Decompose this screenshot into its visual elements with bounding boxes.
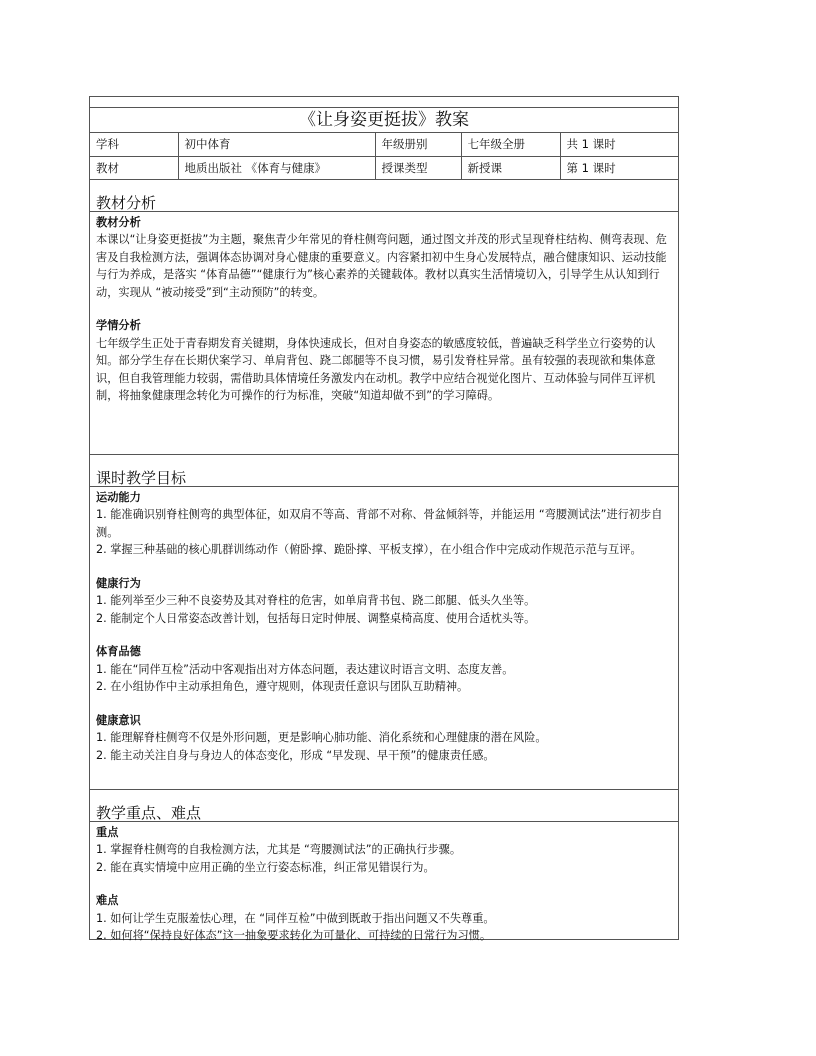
textbook-analysis-text: 本课以“让身姿更挺拔”为主题，聚焦青少年常见的脊柱侧弯问题，通过图文并茂的形式呈现脊柱结构、侧弯表现、危害及自我检测方法，强调体态协调对身心健康的重要意义。内容紧扣初中生身心发展特点，融合健康知识、运动技能与行为养成，是落实 “体育品德”“健康行为”核心素养的关键载体。教材以真实生活情境切入，引导学生从认知到行动，实现从 “被动接受”到“主动预防”的转变。: [96, 233, 667, 299]
section-body-analysis: [90, 212, 678, 454]
lesson-plan-page: [89, 96, 679, 940]
section-heading-analysis: 教材分析: [90, 188, 678, 212]
list-item: 2. 能制定个人日常姿态改善计划，包括每日定时伸展、调整桌椅高度、使用合适枕头等。: [96, 611, 536, 625]
subject-value: 初中体育: [178, 133, 375, 156]
total-periods: 共 1 课时: [560, 133, 678, 156]
section-heading-goals: 课时教学目标: [90, 463, 678, 487]
list-item: 2. 掌握三种基础的核心肌群训练动作（俯卧撑、跪卧撑、平板支撑），在小组合作中完成动作规范示范与互评。: [96, 543, 642, 556]
lesson-type-value: 新授课: [461, 156, 560, 179]
table-row: [90, 133, 678, 156]
learner-analysis-label: 学情分析: [96, 319, 141, 332]
list-item: 1. 如何让学生克服羞怯心理，在 “同伴互检”中做到既敢于指出问题又不失尊重。: [96, 911, 495, 925]
subject-label: 学科: [90, 133, 178, 156]
learner-analysis-text: 七年级学生正处于青春期发育关键期，身体快速成长，但对自身姿态的敏感度较低，普遍缺乏科学坐立行姿势的认知。部分学生存在长期伏案学习、单肩背包、跷二郎腿等不良习惯，易引发脊柱异常。虽有较强的表现欲和集体意识，但自我管理能力较弱，需借助具体情境任务激发内在动机。教学中应结合视觉化图片、互动体验与同伴互评机制，将抽象健康理念转化为可操作的行为标准，突破“知道却做不到”的学习障碍。: [96, 336, 656, 402]
goal-group-label: 健康行为: [96, 576, 141, 590]
section-heading-keypoints: 教学重点、难点: [90, 798, 678, 822]
list-item: 2. 能在真实情境中应用正确的坐立行姿态标准，纠正常见错误行为。: [96, 860, 435, 874]
list-item: 1. 能准确识别脊柱侧弯的典型体征，如双肩不等高、背部不对称、骨盆倾斜等，并能运用 “弯腰测试法”进行初步自测。: [96, 508, 663, 539]
current-period: 第 1 课时: [560, 156, 678, 179]
keypoint-label: 重点: [96, 825, 119, 839]
grade-value: 七年级全册: [461, 133, 560, 156]
lesson-type-label: 授课类型: [375, 156, 461, 179]
list-item: 2. 能主动关注自身与身边人的体态变化，形成 “早发现、早干预”的健康责任感。: [96, 748, 495, 762]
list-item: 1. 能列举至少三种不良姿势及其对脊柱的危害，如单肩背书包、跷二郎腿、低头久坐等。: [96, 594, 536, 607]
list-item: 1. 掌握脊柱侧弯的自我检测方法，尤其是 “弯腰测试法”的正确执行步骤。: [96, 843, 462, 856]
list-item: 1. 能理解脊柱侧弯不仅是外形问题，更是影响心肺功能、消化系统和心理健康的潜在风险。: [96, 731, 547, 744]
goal-group-label: 体育品德: [96, 645, 141, 658]
grade-label: 年级册别: [375, 133, 461, 156]
table-row: [90, 156, 678, 179]
list-item: 2. 在小组协作中主动承担角色，遵守规则，体现责任意识与团队互助精神。: [96, 680, 469, 693]
textbook-label: 教材: [90, 156, 178, 179]
course-info-table: [90, 133, 678, 180]
difficulty-label: 难点: [96, 894, 119, 907]
list-item: 1. 能在“同伴互检”活动中客观指出对方体态问题，表达建议时语言文明、态度友善。: [96, 662, 514, 676]
textbook-value: 地质出版社 《体育与健康》: [178, 156, 375, 179]
goal-group-label: 健康意识: [96, 713, 141, 727]
textbook-analysis-label: 教材分析: [96, 215, 141, 229]
section-body-keypoints: [90, 822, 678, 945]
list-item: 2. 如何将“保持良好体态”这一抽象要求转化为可量化、可持续的日常行为习惯。: [96, 929, 492, 942]
document-title: 《让身姿更挺拔》教案: [90, 108, 678, 133]
goal-group-label: 运动能力: [96, 490, 141, 504]
section-body-goals: [90, 487, 678, 789]
